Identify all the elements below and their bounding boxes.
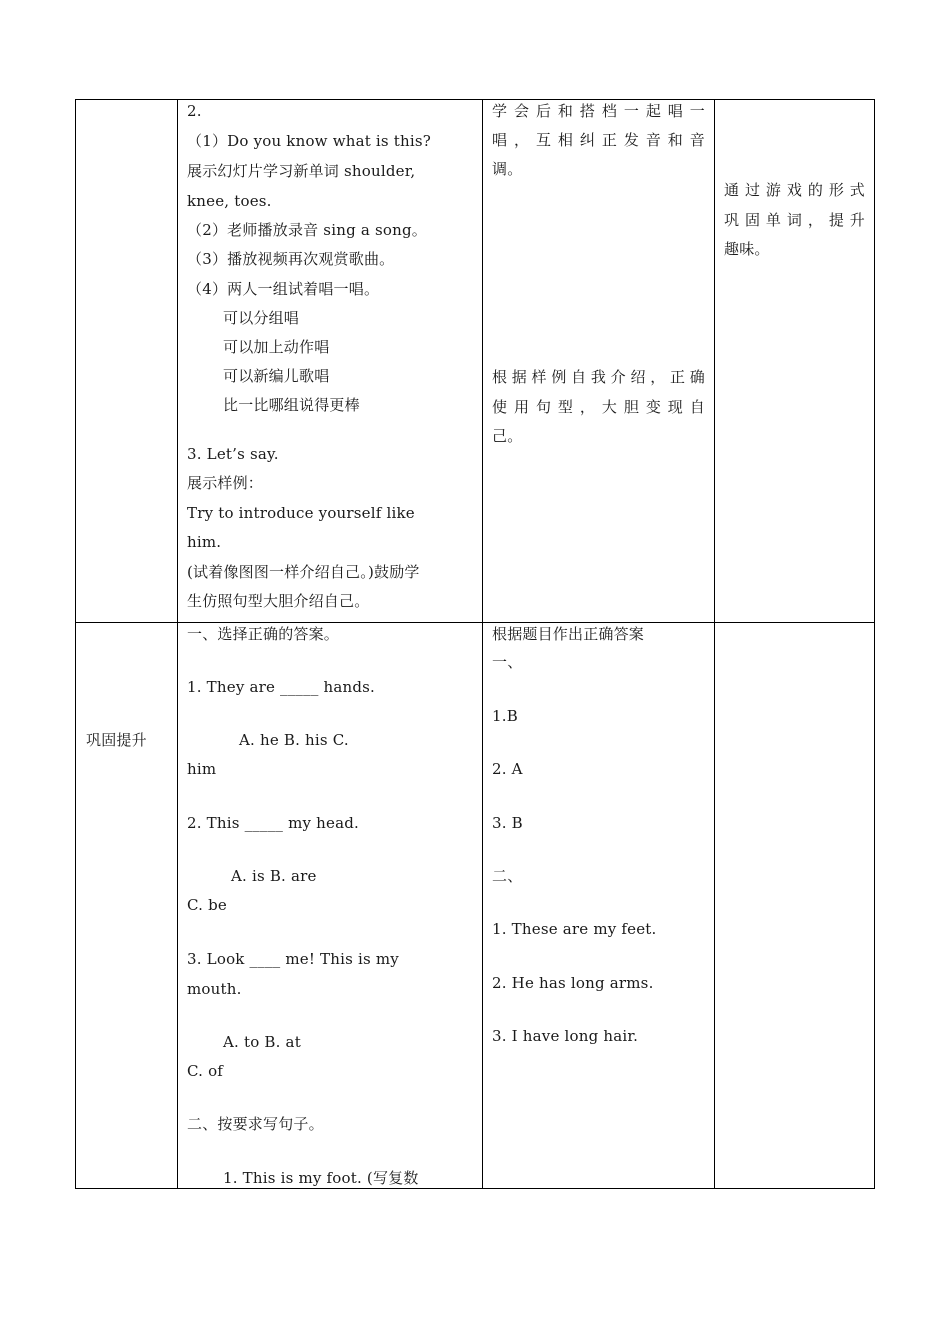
cell-text-line: 根据题目作出正确答案 bbox=[492, 625, 645, 643]
cell-text-line: mouth. bbox=[187, 980, 242, 998]
cell-text-line: 二、按要求写句子。 bbox=[187, 1115, 324, 1133]
cell-text-line: 2. bbox=[187, 102, 202, 120]
cell-text-line: 调。 bbox=[492, 160, 523, 178]
cell-text-line: A. he B. his C. bbox=[239, 731, 349, 749]
cell-text-line: 3. I have long hair. bbox=[492, 1027, 639, 1045]
table-bottom-border bbox=[75, 1188, 875, 1189]
cell-text-line: him bbox=[187, 760, 217, 778]
cell-text-line: 二、 bbox=[492, 867, 523, 885]
cell-text-line: （4）两人一组试着唱一唱。 bbox=[187, 280, 380, 298]
cell-text-line: 可以加上动作唱 bbox=[223, 338, 330, 356]
row1-design-intent-cell bbox=[724, 99, 865, 622]
cell-text-line: 根据样例自我介绍，正确 bbox=[492, 368, 705, 386]
row1-stage-cell bbox=[83, 99, 171, 622]
row1-student-activity-cell bbox=[492, 99, 705, 622]
cell-text-line: 通过游戏的形式 bbox=[724, 181, 865, 199]
cell-text-line: 学会后和搭档一起唱一 bbox=[492, 102, 705, 120]
row2-teacher-activity-cell bbox=[187, 622, 475, 1188]
cell-text-line: C. be bbox=[187, 896, 227, 914]
cell-text-line: 可以新编儿歌唱 bbox=[223, 367, 330, 385]
cell-text-line: A. is B. are bbox=[231, 867, 317, 885]
cell-text-line: 使用句型，大胆变现自 bbox=[492, 398, 705, 416]
table-left-border bbox=[75, 99, 76, 1189]
cell-text-line: 3. Look ____ me! This is my bbox=[187, 950, 399, 968]
cell-text-line: 巩固提升 bbox=[86, 731, 147, 749]
column-divider-2 bbox=[482, 99, 483, 1189]
cell-text-line: （1）Do you know what is this? bbox=[187, 132, 432, 150]
cell-text-line: 2. A bbox=[492, 760, 523, 778]
cell-text-line: 2. This _____ my head. bbox=[187, 814, 359, 832]
cell-text-line: 一、 bbox=[492, 653, 523, 671]
cell-text-line: 巩固单词，提升 bbox=[724, 211, 865, 229]
column-divider-3 bbox=[714, 99, 715, 1189]
cell-text-line: 1.B bbox=[492, 707, 518, 725]
cell-text-line: （3）播放视频再次观赏歌曲。 bbox=[187, 250, 395, 268]
row1-teacher-activity-cell bbox=[187, 99, 475, 622]
cell-text-line: 趣味。 bbox=[724, 240, 770, 258]
row2-design-intent-cell bbox=[724, 622, 865, 1188]
cell-text-line: knee, toes. bbox=[187, 192, 272, 210]
cell-text-line: C. of bbox=[187, 1062, 224, 1080]
cell-text-line: (试着像图图一样介绍自己。)鼓励学 bbox=[187, 563, 420, 581]
cell-text-line: 展示幻灯片学习新单词 shoulder, bbox=[187, 162, 416, 180]
cell-text-line: him. bbox=[187, 533, 222, 551]
cell-text-line: Try to introduce yourself like bbox=[187, 504, 415, 522]
table-right-border bbox=[874, 99, 875, 1189]
cell-text-line: 己。 bbox=[492, 427, 523, 445]
row2-student-activity-cell bbox=[492, 622, 705, 1188]
cell-text-line: 生仿照句型大胆介绍自己。 bbox=[187, 592, 370, 610]
row2-stage-cell bbox=[86, 622, 174, 1188]
cell-text-line: 3. B bbox=[492, 814, 523, 832]
cell-text-line: 比一比哪组说得更棒 bbox=[223, 396, 360, 414]
cell-text-line: A. to B. at bbox=[223, 1033, 301, 1051]
cell-text-line: 一、选择正确的答案。 bbox=[187, 625, 340, 643]
cell-text-line: 3. Let’s say. bbox=[187, 445, 279, 463]
cell-text-line: 唱，互相纠正发音和音 bbox=[492, 131, 705, 149]
cell-text-line: 1. This is my foot. (写复数 bbox=[223, 1169, 419, 1187]
cell-text-line: （2）老师播放录音 sing a song。 bbox=[187, 221, 427, 239]
cell-text-line: 展示样例： bbox=[187, 474, 264, 492]
cell-text-line: 1. These are my feet. bbox=[492, 920, 657, 938]
cell-text-line: 2. He has long arms. bbox=[492, 974, 654, 992]
cell-text-line: 可以分组唱 bbox=[223, 309, 300, 327]
cell-text-line: 1. They are _____ hands. bbox=[187, 678, 376, 696]
column-divider-1 bbox=[177, 99, 178, 1189]
